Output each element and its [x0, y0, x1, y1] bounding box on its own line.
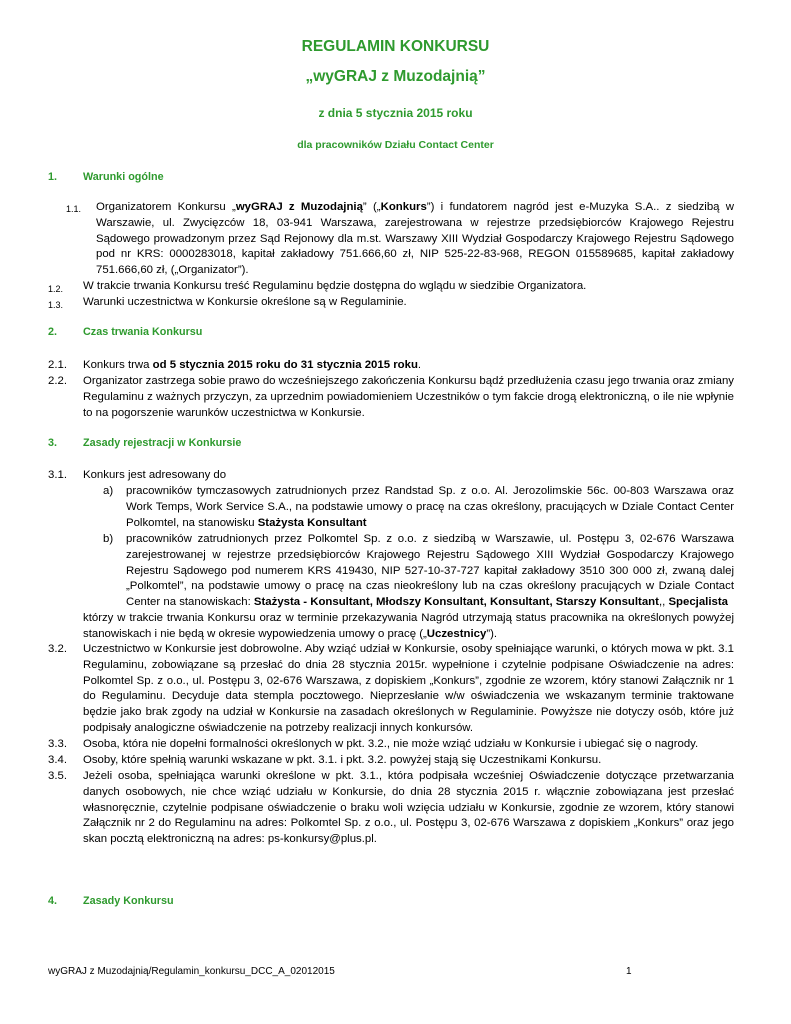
paragraph-number: 2.1.	[48, 359, 67, 371]
paragraph-number: 2.2.	[48, 375, 67, 387]
section-title: Czas trwania Konkursu	[83, 326, 203, 338]
document-audience: dla pracowników Działu Contact Center	[297, 139, 494, 151]
paragraph-number: 1.2.	[48, 284, 64, 294]
paragraph-3-1: Konkurs jest adresowany do	[83, 469, 227, 481]
document-title: REGULAMIN KONKURSU	[301, 38, 490, 55]
paragraph-3-2: Uczestnictwo w Konkursie jest dobrowolne. Aby wziąć udział w Konkursie, osoby spełniające warunki, o których mowa w pkt. 3.1 Regulaminu, zobowiązane są przesłać do dnia 28 stycznia 2015r. wypełnione i czytelnie podpisane Oświadczenie na adres: Polkomtel Sp. z o.o., ul. Postępu 3, 02-676 Warszawa, z dopiskiem „Konkurs”, zgodnie ze wzorem, który stanowi Załącznik nr 1 do Regulaminu. Decyduje data stempla pocztowego. Nieprzesłanie w/w oświadczenia we wskazanym terminie traktowane będzie jako brak zgody na udział w Konkursie na zasadach określonych w Regulaminie. Powyższe nie dotyczy osób, które już podpisały analogiczne oświadczenie na potrzeby realizacji innych konkursów.	[83, 643, 734, 734]
list-item-label: b)	[103, 533, 114, 545]
section-number: 3.	[48, 437, 58, 449]
paragraph-number: 1.1.	[66, 204, 82, 214]
section-number: 4.	[48, 895, 58, 907]
paragraph-1-2: W trakcie trwania Konkursu treść Regulaminu będzie dostępna do wglądu w siedzibie Organizatora.	[83, 280, 587, 292]
paragraph-number: 3.1.	[48, 469, 67, 481]
paragraph-number: 3.3.	[48, 738, 67, 750]
paragraph-1-1: Organizatorem Konkursu „wyGRAJ z Muzodajnią” („Konkurs”) i fundatorem nagród jest e-Muzyka S.A.. z siedzibą w Warszawie, ul. Zwycięzców 18, 03-941 Warszawa, zarejestrowana w rejestrze przedsiębiorców Krajowego Rejestru Sądowego prowadzonym przez Sąd Rejonowy dla m.st. Warszawy XIII Wydział Gospodarczy Krajowego Rejestru Sądowego pod nr KRS: 0000283018, kapitał zakładowy 751.666,60 zł, NIP 525-22-83-968, REGON 015589685, kapitał zakładowy 751.666,60 zł, („Organizator”).	[96, 201, 734, 277]
section-number: 2.	[48, 326, 58, 338]
list-item-a: pracowników tymczasowych zatrudnionych przez Randstad Sp. z o.o. Al. Jerozolimskie 56c. 00-803 Warszawa oraz Work Temps, Work Service S.A., na podstawie umowy o pracę na czas określony, pracujących w Dziale Contact Center Polkomtel, na stanowisku Stażysta Konsultant	[126, 485, 734, 529]
paragraph-number: 3.2.	[48, 643, 67, 655]
paragraph-3-4: Osoby, które spełnią warunki wskazane w pkt. 3.1. i pkt. 3.2. powyżej stają się Uczestnikami Konkursu.	[83, 754, 602, 766]
paragraph-number: 3.5.	[48, 770, 67, 782]
page-footer: wyGRAJ z Muzodajnią/Regulamin_konkursu_DCC_A_02012015	[48, 966, 335, 977]
page-number: 1	[626, 966, 632, 977]
paragraph-3-3: Osoba, która nie dopełni formalności określonych w pkt. 3.2., nie może wziąć udziału w Konkursie i ubiegać się o nagrody.	[83, 738, 699, 750]
section-title: Zasady rejestracji w Konkursie	[83, 437, 242, 449]
paragraph-3-5: Jeżeli osoba, spełniająca warunki określone w pkt. 3.1., która podpisała wcześniej Oświadczenie dotyczące przetwarzania danych osobowych, nie chce wziąć udziału w Konkursie, do dnia 28 stycznia 2015 r. włącznie zobowiązana jest przesłać własnoręcznie, czytelnie podpisane oświadczenie o braku woli wzięcia udziału w Konkursie, zgodnie ze wzorem, który stanowi Załącznik nr 2 do Regulaminu na adres: Polkomtel Sp. z o.o., ul. Postępu 3, 02-676 Warszawa z dopiskiem „Konkurs” oraz jego skan pocztą elektroniczną na adres: ps-konkursy@plus.pl.	[83, 770, 734, 846]
section-number: 1.	[48, 171, 58, 183]
contest-name: „wyGRAJ z Muzodajnią”	[305, 68, 486, 85]
paragraph-2-1: Konkurs trwa od 5 stycznia 2015 roku do 31 stycznia 2015 roku.	[83, 359, 422, 371]
list-item-label: a)	[103, 485, 114, 497]
paragraph-1-3: Warunki uczestnictwa w Konkursie określone są w Regulaminie.	[83, 296, 407, 308]
paragraph-2-2: Organizator zastrzega sobie prawo do wcześniejszego zakończenia Konkursu bądź przedłużenia czasu jego trwania oraz zmiany Regulaminu z ważnych przyczyn, za uprzednim powiadomieniem Uczestników o tym fakcie drogą elektroniczną, o ile nie wpłynie to na pogorszenie warunków uczestnictwa w Konkursie.	[83, 375, 734, 419]
section-title: Warunki ogólne	[83, 171, 164, 183]
list-item-b: pracowników zatrudnionych przez Polkomtel Sp. z o.o. z siedzibą w Warszawie, ul. Postępu 3, 02-676 Warszawa zarejestrowanej w rejestrze przedsiębiorców Krajowego Rejestru Sądowego XIII Wydział Gospodarczy Krajowego Rejestru Sądowego pod numerem KRS 419430, NIP 527-10-37-727 kapitał zakładowy 3510 300 000 zł, zwaną dalej „Polkomtel”, na podstawie umowy o pracę na czas nieokreślony lub na czas określony pracujących w Dziale Contact Center na stanowiskach: Stażysta - Konsultant, Młodszy Konsultant, Konsultant, Starszy Konsultant,, Specjalista	[126, 533, 734, 609]
paragraph-number: 1.3.	[48, 300, 64, 310]
section-title: Zasady Konkursu	[83, 895, 174, 907]
paragraph-3-1-continued: którzy w trakcie trwania Konkursu oraz w terminie przekazywania Nagród utrzymają status pracownika na określonych powyżej stanowiskach i nie będą w okresie wypowiedzenia umowy o pracę („Uczestnicy”).	[83, 612, 734, 640]
paragraph-number: 3.4.	[48, 754, 67, 766]
document-date: z dnia 5 stycznia 2015 roku	[318, 106, 473, 120]
